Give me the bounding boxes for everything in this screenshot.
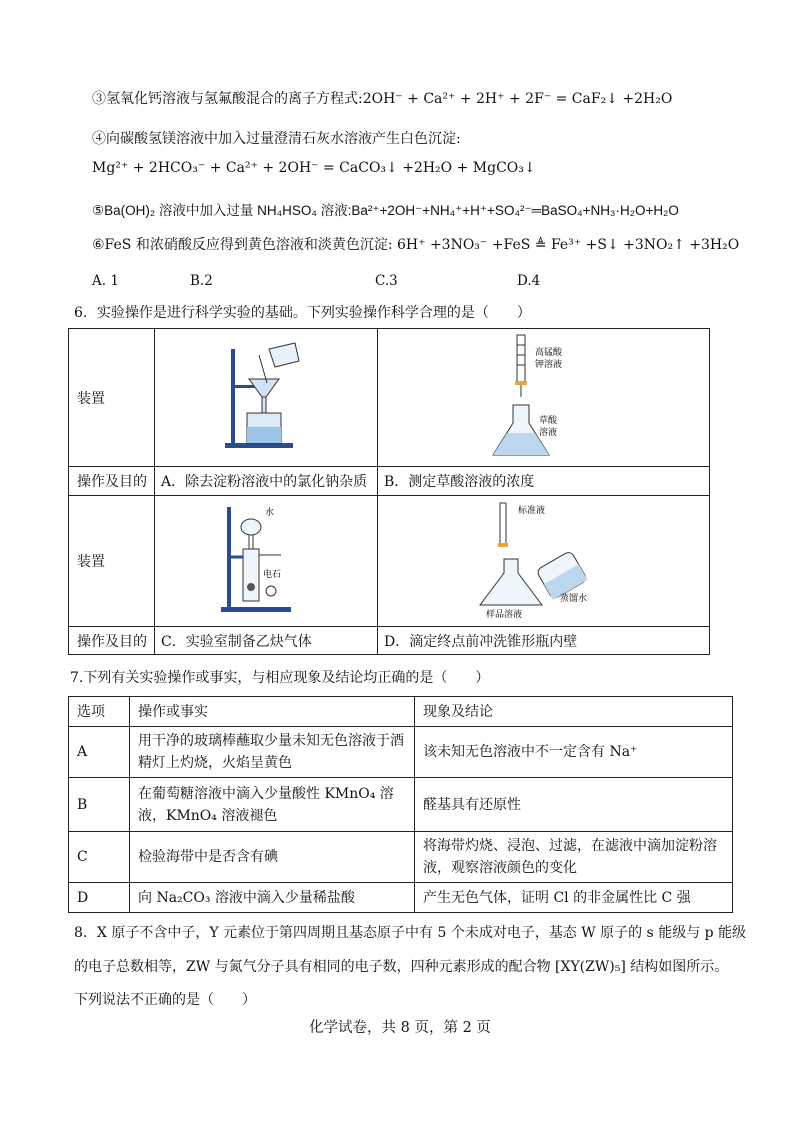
fig-d-label-2: 蒸馏水: [559, 594, 587, 604]
table-row: [69, 883, 733, 913]
q6-caption-a: A．除去淀粉溶液中的氯化钠杂质: [155, 467, 378, 496]
rinse-flask-icon: [474, 497, 614, 621]
q7-row-d-operation: 向 Na₂CO₃ 溶液中滴入少量稀盐酸: [130, 883, 415, 913]
q6-table: [68, 328, 710, 655]
q7-row-c-result: 将海带灼烧、浸泡、过滤，在滤液中滴加淀粉溶液，观察溶液颜色的变化: [415, 832, 733, 883]
filtration-apparatus-icon: [211, 335, 321, 457]
q7-row-d-result: 产生无色气体，证明 Cl 的非金属性比 C 强: [415, 883, 733, 913]
q6-figure-d: [378, 496, 710, 627]
q6-op-label-2: 操作及目的: [69, 627, 155, 655]
q7-question: 7.下列有关实验操作或事实，与相应现象及结论均正确的是（ ）: [70, 670, 490, 686]
q7-row-d-option: D: [69, 883, 130, 913]
q7-header-operation: 操作或事实: [130, 697, 415, 727]
q6-device-label-1: 装置: [69, 329, 155, 467]
fig-b-label-3: 草酸: [538, 415, 557, 426]
fig-b-label-4: 溶液: [538, 427, 557, 438]
table-row: [69, 727, 733, 778]
q5-option-b[interactable]: B.2: [190, 273, 213, 289]
fig-b-label-2: 钾溶液: [534, 359, 562, 370]
fig-b-label-1: 高锰酸: [534, 347, 562, 358]
q5-item5: ⑤Ba(OH)₂ 溶液中加入过量 NH₄HSO₄ 溶液:Ba²⁺+2OH⁻+NH₄⁺+H⁺+SO₄²⁻═BaSO₄+NH₃·H₂O+H₂O: [92, 203, 679, 218]
table-row: [69, 832, 733, 883]
q5-item6: ⑥FeS 和浓硝酸反应得到黄色溶液和淡黄色沉淀: 6H⁺ +3NO₃⁻ +FeS ≜ Fe³⁺ +S↓ +3NO₂↑ +3H₂O: [92, 237, 740, 253]
fig-c-label-1: 水: [265, 508, 275, 518]
q6-caption-d: D．滴定终点前冲洗锥形瓶内壁: [378, 627, 710, 655]
q6-op-label-1: 操作及目的: [69, 467, 155, 496]
q7-row-a-option: A: [69, 727, 130, 778]
q7-row-a-operation: 用干净的玻璃棒蘸取少量未知无色溶液于酒精灯上灼烧，火焰呈黄色: [130, 727, 415, 778]
q5-option-c[interactable]: C.3: [375, 273, 398, 289]
q5-option-a[interactable]: A. 1: [92, 273, 119, 289]
q6-figure-a: [155, 329, 378, 467]
q7-header-result: 现象及结论: [415, 697, 733, 727]
q8-line-3: 下列说法不正确的是（ ）: [74, 992, 256, 1008]
q6-figure-c: [155, 496, 378, 627]
q8-line-2: 的电子总数相等，ZW 与氮气分子具有相同的电子数，四种元素形成的配合物 [XY(ZW)₅] 结构如图所示。: [74, 959, 729, 975]
q7-row-b-option: B: [69, 778, 130, 832]
q5-item3: ③氢氧化钙溶液与氢氟酸混合的离子方程式:2OH⁻ + Ca²⁺ + 2H⁺ + 2F⁻ = CaF₂↓ +2H₂O: [92, 91, 673, 107]
q5-item4-equation: Mg²⁺ + 2HCO₃⁻ + Ca²⁺ + 2OH⁻ = CaCO₃↓ +2H₂O + MgCO₃↓: [92, 160, 536, 176]
q6-figure-b: [378, 329, 710, 467]
q7-header-option: 选项: [69, 697, 130, 727]
q6-device-label-2: 装置: [69, 496, 155, 627]
q7-row-b-operation: 在葡萄糖溶液中滴入少量酸性 KMnO₄ 溶液，KMnO₄ 溶液褪色: [130, 778, 415, 832]
q7-table: [68, 696, 733, 913]
fig-d-label-1: 标准液: [517, 506, 545, 516]
q7-row-c-operation: 检验海带中是否含有碘: [130, 832, 415, 883]
q7-row-b-result: 醛基具有还原性: [415, 778, 733, 832]
q5-item4: ④向碳酸氢镁溶液中加入过量澄清石灰水溶液产生白色沉淀:: [92, 131, 461, 147]
q5-option-d[interactable]: D.4: [517, 273, 541, 289]
q6-caption-b: B．测定草酸溶液的浓度: [378, 467, 710, 496]
fig-d-label-3: 样品溶液: [485, 610, 522, 620]
page-footer: 化学试卷，共 8 页，第 2 页: [309, 1020, 491, 1036]
titration-burette-icon: [479, 331, 609, 461]
table-row: [69, 778, 733, 832]
q7-row-c-option: C: [69, 832, 130, 883]
q6-caption-c: C．实验室制备乙炔气体: [155, 627, 378, 655]
q8-line-1: 8．X 原子不含中子，Y 元素位于第四周期且基态原子中有 5 个未成对电子，基态 W 原子的 s 能级与 p 能级: [74, 925, 747, 941]
q7-row-a-result: 该未知无色溶液中不一定含有 Na⁺: [415, 727, 733, 778]
fig-c-label-2: 电石: [263, 570, 282, 580]
acetylene-apparatus-icon: [211, 499, 321, 619]
q6-question: 6．实验操作是进行科学实验的基础。下列实验操作科学合理的是（ ）: [74, 305, 531, 321]
